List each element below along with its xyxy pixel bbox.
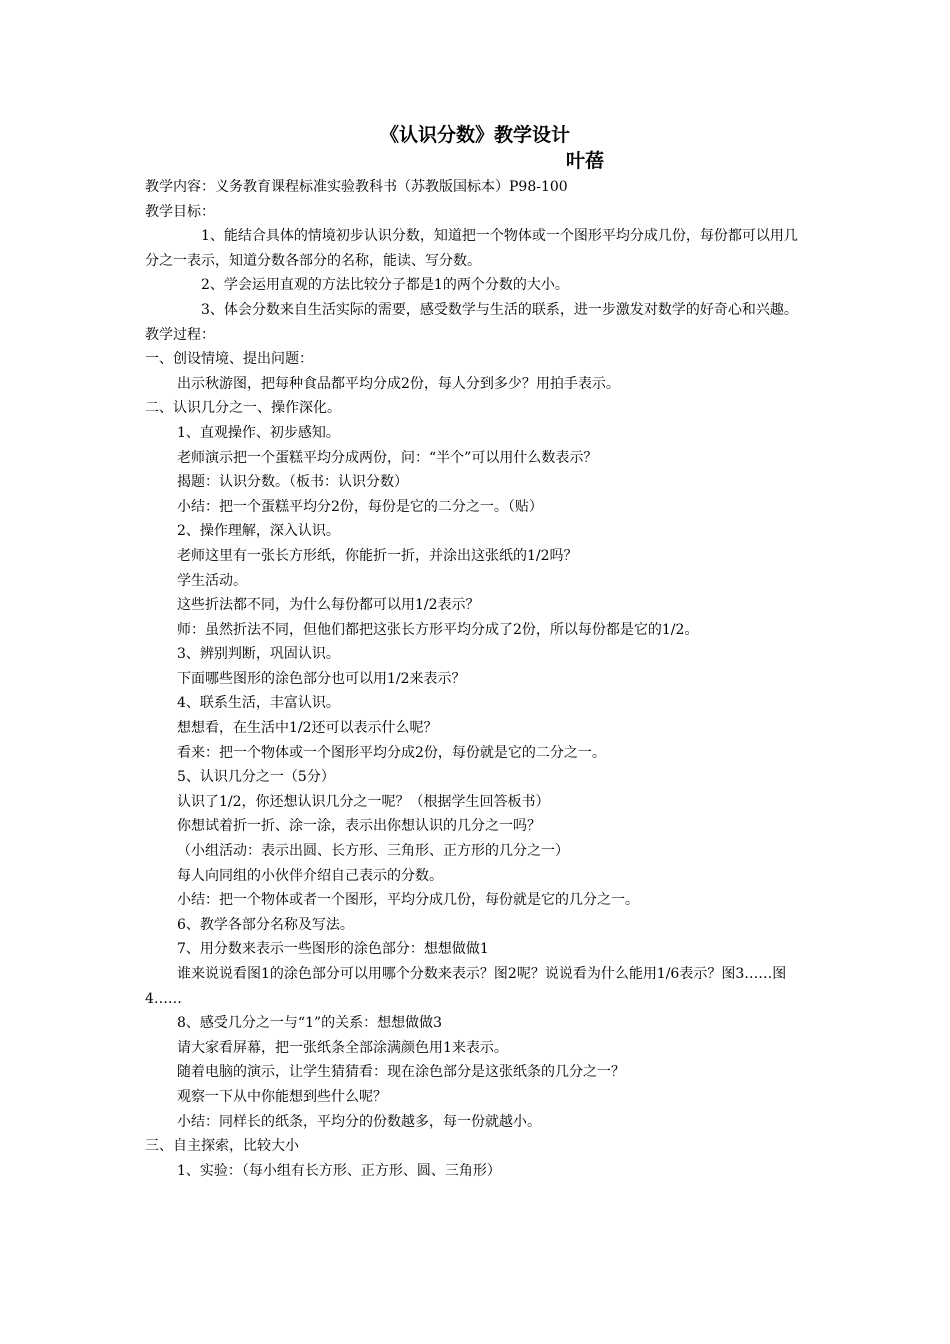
paragraph: 你想试着折一折、涂一涂，表示出你想认识的几分之一吗？ [177, 818, 541, 835]
paragraph: 1、能结合具体的情境初步认识分数，知道把一个物体或一个图形平均分成几份，每份都可以用几分之一表示，知道分数各部分的名称，能读、写分数。 [145, 228, 798, 269]
paragraph: 8、感受几分之一与“1”的关系：想想做做3 [177, 1015, 443, 1032]
paragraph: 认识了1/2，你还想认识几分之一呢？（根据学生回答板书） [177, 793, 550, 810]
paragraph: 3、辨别判断，巩固认识。 [177, 646, 340, 663]
paragraph: 二、认识几分之一、操作深化。 [145, 400, 341, 417]
paragraph: 学生活动。 [177, 572, 247, 589]
paragraph: 随着电脑的演示，让学生猜猜看：现在涂色部分是这张纸条的几分之一？ [177, 1064, 625, 1081]
paragraph: 看来：把一个物体或一个图形平均分成2份，每份就是它的二分之一。 [177, 744, 606, 761]
paragraph: 4、联系生活，丰富认识。 [177, 695, 340, 712]
paragraph: 每人向同组的小伙伴介绍自己表示的分数。 [177, 867, 443, 884]
paragraph: 谁来说说看图1的涂色部分可以用哪个分数来表示？图2呢？说说看为什么能用1/6表示？图3……图4…… [145, 966, 787, 1007]
document-title: 《认识分数》教学设计 [379, 124, 570, 146]
paragraph: 出示秋游图，把每种食品都平均分成2份，每人分到多少？用拍手表示。 [177, 375, 620, 392]
paragraph: 7、用分数来表示一些图形的涂色部分：想想做做1 [177, 941, 489, 958]
paragraph: 1、实验：（每小组有长方形、正方形、圆、三角形） [177, 1162, 501, 1179]
paragraph: 老师这里有一张长方形纸，你能折一折，并涂出这张纸的1/2吗？ [177, 547, 578, 564]
paragraph: 小结：把一个蛋糕平均分2份，每份是它的二分之一。（贴） [177, 498, 543, 515]
paragraph: 1、直观操作、初步感知。 [177, 424, 340, 441]
document-body [145, 175, 810, 1183]
paragraph: 3、体会分数来自生活实际的需要，感受数学与生活的联系，进一步激发对数学的好奇心和兴趣。 [201, 301, 798, 318]
paragraph: 教学内容：义务教育课程标准实验教科书（苏教版国标本）P98-100 [145, 179, 568, 195]
paragraph: 这些折法都不同，为什么每份都可以用1/2表示？ [177, 597, 480, 614]
paragraph: 2、学会运用直观的方法比较分子都是1的两个分数的大小。 [201, 277, 569, 294]
paragraph: 2、操作理解，深入认识。 [177, 523, 340, 540]
paragraph: 师：虽然折法不同，但他们都把这张长方形平均分成了2份，所以每份都是它的1/2。 [177, 621, 699, 638]
paragraph: 老师演示把一个蛋糕平均分成两份，问：“半个”可以用什么数表示？ [177, 449, 598, 466]
paragraph: 揭题：认识分数。（板书：认识分数） [177, 474, 408, 491]
paragraph: 下面哪些图形的涂色部分也可以用1/2来表示？ [177, 670, 466, 687]
paragraph: （小组活动：表示出圆、长方形、三角形、正方形的几分之一） [177, 843, 569, 860]
paragraph: 教学目标： [145, 203, 215, 220]
paragraph: 观察一下从中你能想到些什么呢？ [177, 1088, 387, 1105]
paragraph: 教学过程： [145, 326, 215, 343]
paragraph: 6、教学各部分名称及写法。 [177, 916, 354, 933]
paragraph: 5、认识几分之一（5分） [177, 769, 335, 786]
paragraph: 三、自主探索，比较大小 [145, 1138, 299, 1155]
paragraph: 小结：把一个物体或者一个图形，平均分成几份，每份就是它的几分之一。 [177, 892, 639, 909]
paragraph: 请大家看屏幕，把一张纸条全部涂满颜色用1来表示。 [177, 1039, 508, 1056]
document-author: 叶蓓 [566, 150, 605, 172]
paragraph: 小结：同样长的纸条，平均分的份数越多，每一份就越小。 [177, 1113, 541, 1130]
paragraph: 想想看，在生活中1/2还可以表示什么呢？ [177, 720, 438, 737]
paragraph: 一、创设情境、提出问题： [145, 351, 313, 368]
